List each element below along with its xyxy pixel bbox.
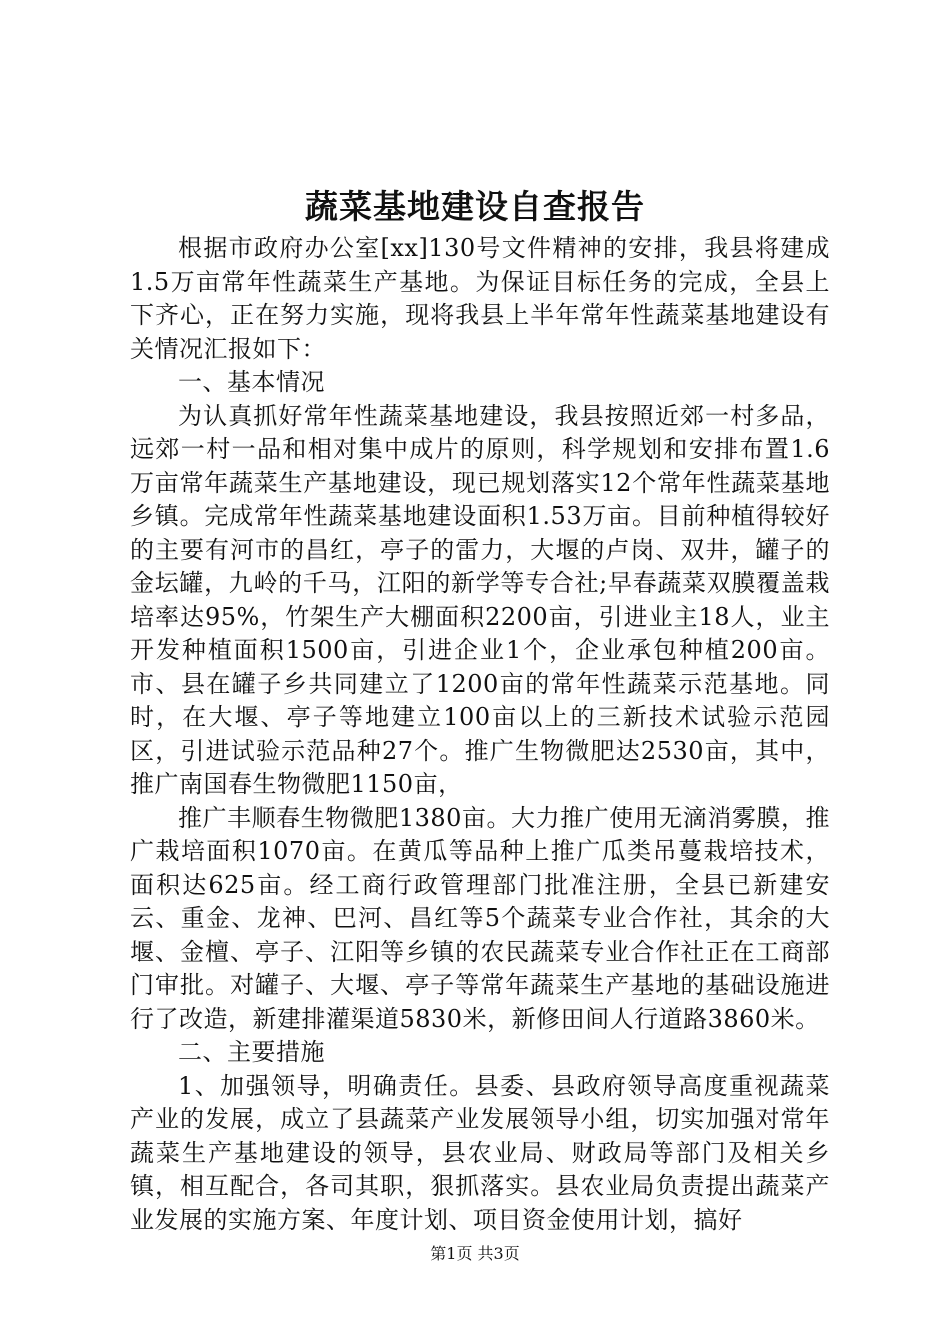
intro-paragraph: 根据市政府办公室[xx]130号文件精神的安排，我县将建成1.5万亩常年性蔬菜生产基地。为保证目标任务的完成，全县上下齐心，正在努力实施，现将我县上半年常年性蔬菜基地建设有关情况汇报如下： — [130, 234, 830, 363]
section-heading-basic-situation: 一、基本情况 — [178, 368, 325, 396]
document-title: 蔬菜基地建设自查报告 — [305, 187, 645, 226]
basic-situation-paragraph-1: 为认真抓好常年性蔬菜基地建设，我县按照近郊一村多品，远郊一村一品和相对集中成片的原则，科学规划和安排布置1.6万亩常年蔬菜生产基地建设，现已规划落实12个常年性蔬菜基地乡镇。完成常年性蔬菜基地建设面积1.53万亩。目前种植得较好的主要有河市的昌红，亭子的雷力，大堰的卢岗、双井，罐子的金坛罐，九岭的千马，江阳的新学等专合社;早春蔬菜双膜覆盖栽培率达95%，竹架生产大棚面积2200亩，引进业主18人，业主开发种植面积1500亩，引进企业1个，企业承包种植200亩。市、县在罐子乡共同建立了1200亩的常年性蔬菜示范基地。同时，在大堰、亭子等地建立100亩以上的三新技术试验示范园区，引进试验示范品种27个。推广生物微肥达2530亩，其中，推广南国春生物微肥1150亩， — [130, 401, 830, 798]
page-footer: 第1页 共3页 — [430, 1244, 520, 1263]
section-heading-main-measures: 二、主要措施 — [178, 1038, 325, 1066]
document-body — [130, 232, 830, 1237]
main-measures-paragraph-1: 1、加强领导，明确责任。县委、县政府领导高度重视蔬菜产业的发展，成立了县蔬菜产业发展领导小组，切实加强对常年蔬菜生产基地建设的领导，县农业局、财政局等部门及相关乡镇，相互配合，各司其职，狠抓落实。县农业局负责提出蔬菜产业发展的实施方案、年度计划、项目资金使用计划，搞好 — [130, 1071, 830, 1234]
basic-situation-paragraph-2: 推广丰顺春生物微肥1380亩。大力推广使用无滴消雾膜，推广栽培面积1070亩。在黄瓜等品种上推广瓜类吊蔓栽培技术，面积达625亩。经工商行政管理部门批准注册，全县已新建安云、重金、龙神、巴河、昌红等5个蔬菜专业合作社，其余的大堰、金檀、亭子、江阳等乡镇的农民蔬菜专业合作社正在工商部门审批。对罐子、大堰、亭子等常年蔬菜生产基地的基础设施进行了改造，新建排灌渠道5830米，新修田间人行道路3860米。 — [130, 803, 830, 1033]
